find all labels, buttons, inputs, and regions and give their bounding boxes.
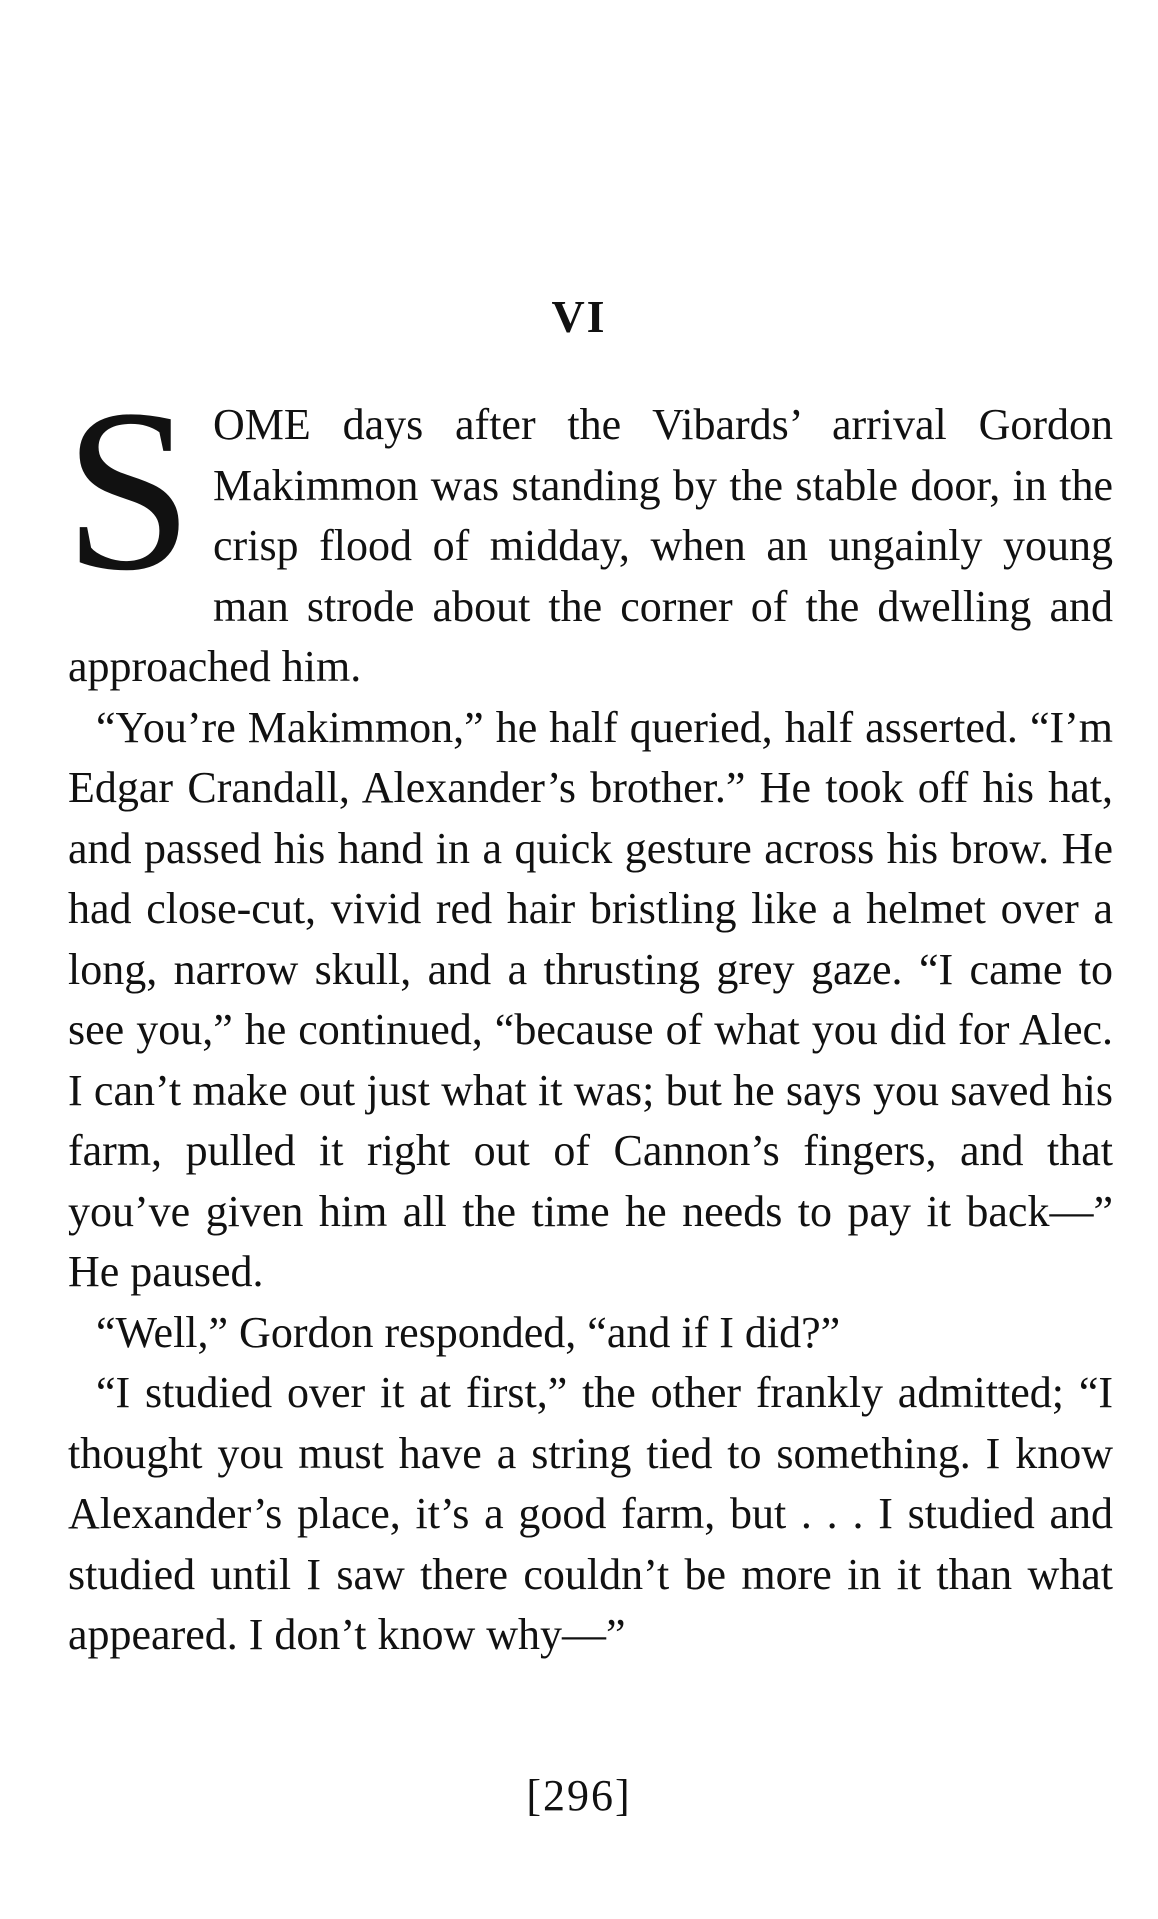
paragraph-first (64, 362, 1113, 698)
drop-cap: S (64, 362, 194, 619)
paragraph-2: “You’re Makimmon,” he half queried, half asserted. “I’m Edgar Crandall, Alexander’s brother.” He took off his hat, and passed his hand in a quick gesture across his brow. He had close-cut, vivid red hair bristling like a helmet over a long, narrow skull, and a thrusting grey gaze. “I came to see you,” he continued, “because of what you did for Alec. I can’t make out just what it was; but he says you saved his farm, pulled it right out of Cannon’s fingers, and that you’ve given him all the time he needs to pay it back—” He paused. (68, 702, 1113, 1296)
paragraph-4: “I studied over it at first,” the other frankly admitted; “I thought you must have a string tied to something. I know Alexander’s place, it’s a good farm, but . . . I studied and studied until I saw there couldn’t be more in it than what appeared. I don’t know why—” (68, 1368, 1113, 1659)
chapter-heading: VI (551, 291, 607, 342)
body-text (64, 362, 1113, 1666)
page-number: [296] (526, 1771, 632, 1820)
paragraph-3: “Well,” Gordon responded, “and if I did?” (96, 1307, 841, 1357)
paragraph-first-text: OME days after the Vibards’ arrival Gordon Makimmon was standing by the stable door, in the crisp flood of midday, when an ungainly young man strode about the corner of the dwelling and approached him. (68, 400, 1113, 691)
